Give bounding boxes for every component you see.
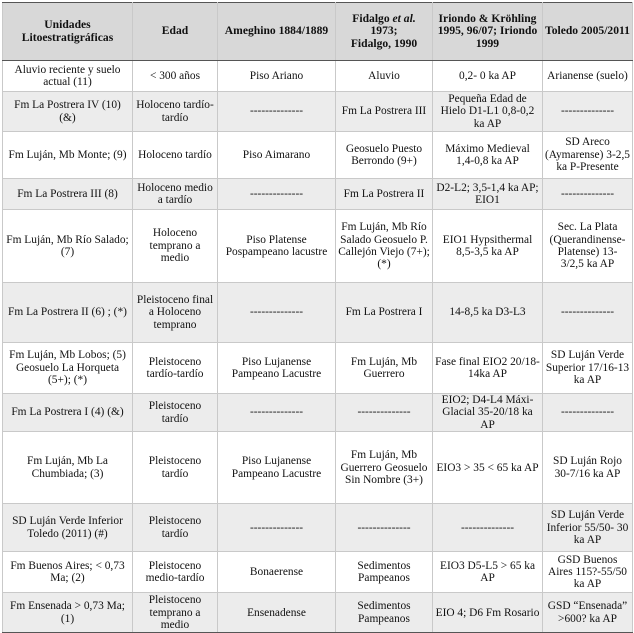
table-row: [3, 132, 633, 179]
age-cell: Holoceno medio a tardío: [133, 179, 218, 210]
ameghino-cell: --------------: [218, 92, 336, 132]
table-row: [3, 504, 633, 552]
iriondo-cell: EIO2; D4-L4 Máxi- Glacial 35-20/18 ka AP: [433, 394, 543, 432]
iriondo-cell: 14-8,5 ka D3-L3: [433, 283, 543, 343]
unit-cell: SD Luján Verde Inferior Toledo (2011) (#): [3, 504, 133, 552]
iriondo-cell: 0,2- 0 ka AP: [433, 61, 543, 92]
table-row: [3, 283, 633, 343]
toledo-cell: SD Luján Rojo 30-7/16 ka AP: [543, 432, 633, 504]
header-edad: Edad: [133, 3, 218, 61]
fidalgo-cell: --------------: [336, 504, 433, 552]
header-row: [3, 3, 633, 61]
ameghino-cell: Piso Lujanense Pampeano Lacustre: [218, 343, 336, 394]
unit-cell: Fm Ensenada > 0,73 Ma; (1): [3, 593, 133, 633]
fidalgo-cell: Fm Luján, Mb Guerrero Geosuelo Sin Nombre (3+): [336, 432, 433, 504]
age-cell: Pleistoceno temprano a medio: [133, 593, 218, 633]
iriondo-cell: Fase final EIO2 20/18-14ka AP: [433, 343, 543, 394]
table-row: [3, 92, 633, 132]
header-toledo: Toledo 2005/2011: [543, 3, 633, 61]
age-cell: Pleistoceno final a Holoceno temprano: [133, 283, 218, 343]
iriondo-cell: EIO3 D5-L5 > 65 ka AP: [433, 552, 543, 593]
toledo-cell: GSD “Ensenada” >600? ka AP: [543, 593, 633, 633]
age-cell: Pleistoceno tardío-tardío: [133, 343, 218, 394]
iriondo-cell: D2-L2; 3,5-1,4 ka AP; EIO1: [433, 179, 543, 210]
fidalgo-cell: --------------: [336, 394, 433, 432]
toledo-cell: --------------: [543, 394, 633, 432]
toledo-cell: Sec. La Plata (Querandinense-Platense) 13- 3/2,5 ka AP: [543, 210, 633, 283]
fidalgo-cell: Fm La Postrera I: [336, 283, 433, 343]
unit-cell: Fm Luján, Mb Lobos; (5) Geosuelo La Horqueta (5+); (*): [3, 343, 133, 394]
table-row: [3, 61, 633, 92]
ameghino-cell: Bonaerense: [218, 552, 336, 593]
stratigraphy-table: [2, 2, 633, 633]
toledo-cell: --------------: [543, 92, 633, 132]
fidalgo-cell: Fm La Postrera III: [336, 92, 433, 132]
age-cell: Pleistoceno tardío: [133, 394, 218, 432]
table-row: [3, 179, 633, 210]
table-row: [3, 432, 633, 504]
iriondo-cell: EIO 4; D6 Fm Rosario: [433, 593, 543, 633]
age-cell: < 300 años: [133, 61, 218, 92]
toledo-cell: GSD Buenos Aires 115?-55/50 ka AP: [543, 552, 633, 593]
table-row: [3, 394, 633, 432]
fidalgo-cell: Sedimentos Pampeanos: [336, 552, 433, 593]
unit-cell: Aluvio reciente y suelo actual (11): [3, 61, 133, 92]
fidalgo-cell: Fm Luján, Mb Guerrero: [336, 343, 433, 394]
fidalgo-cell: Fm Luján, Mb Río Salado Geosuelo P. Callejón Viejo (7+); (*): [336, 210, 433, 283]
fidalgo-cell: Geosuelo Puesto Berrondo (9+): [336, 132, 433, 179]
unit-cell: Fm La Postrera II (6) ; (*): [3, 283, 133, 343]
toledo-cell: SD Areco (Aymarense) 3-2,5 ka P-Presente: [543, 132, 633, 179]
fidalgo-cell: Fm La Postrera II: [336, 179, 433, 210]
age-cell: Holoceno temprano a medio: [133, 210, 218, 283]
unit-cell: Fm Luján, Mb La Chumbiada; (3): [3, 432, 133, 504]
unit-cell: Fm La Postrera III (8): [3, 179, 133, 210]
ameghino-cell: Piso Ariano: [218, 61, 336, 92]
ameghino-cell: --------------: [218, 179, 336, 210]
age-cell: Pleistoceno tardío: [133, 504, 218, 552]
iriondo-cell: Máximo Medieval 1,4-0,8 ka AP: [433, 132, 543, 179]
toledo-cell: --------------: [543, 283, 633, 343]
fidalgo-cell: Sedimentos Pampeanos: [336, 593, 433, 633]
age-cell: Holoceno tardío-tardío: [133, 92, 218, 132]
unit-cell: Fm Luján, Mb Río Salado; (7): [3, 210, 133, 283]
table-row: [3, 343, 633, 394]
age-cell: Pleistoceno tardío: [133, 432, 218, 504]
iriondo-cell: --------------: [433, 504, 543, 552]
toledo-cell: SD Luján Verde Inferior 55/50- 30 ka AP: [543, 504, 633, 552]
toledo-cell: Arianense (suelo): [543, 61, 633, 92]
age-cell: Pleistoceno medio-tardío: [133, 552, 218, 593]
header-fidalgo: Fidalgo et al. 1973; Fidalgo, 1990: [336, 3, 433, 61]
iriondo-cell: EIO1 Hypsithermal 8,5-3,5 ka AP: [433, 210, 543, 283]
ameghino-cell: --------------: [218, 394, 336, 432]
ameghino-cell: --------------: [218, 283, 336, 343]
ameghino-cell: Piso Aimarano: [218, 132, 336, 179]
age-cell: Holoceno tardío: [133, 132, 218, 179]
header-ameghino: Ameghino 1884/1889: [218, 3, 336, 61]
ameghino-cell: Piso Lujanense Pampeano Lacustre: [218, 432, 336, 504]
toledo-cell: --------------: [543, 179, 633, 210]
unit-cell: Fm Buenos Aires; < 0,73 Ma; (2): [3, 552, 133, 593]
unit-cell: Fm La Postrera I (4) (&): [3, 394, 133, 432]
header-unidades: Unidades Litoestratigráficas: [3, 3, 133, 61]
table-row: [3, 210, 633, 283]
table-row: [3, 552, 633, 593]
toledo-cell: SD Luján Verde Superior 17/16-13 ka AP: [543, 343, 633, 394]
ameghino-cell: --------------: [218, 504, 336, 552]
unit-cell: Fm La Postrera IV (10) (&): [3, 92, 133, 132]
iriondo-cell: Pequeña Edad de Hielo D1-L1 0,8-0,2 ka AP: [433, 92, 543, 132]
iriondo-cell: EIO3 > 35 < 65 ka AP: [433, 432, 543, 504]
unit-cell: Fm Luján, Mb Monte; (9): [3, 132, 133, 179]
ameghino-cell: Ensenadense: [218, 593, 336, 633]
header-iriondo: Iriondo & Kröhling 1995, 96/07; Iriondo 1999: [433, 3, 543, 61]
ameghino-cell: Piso Platense Pospampeano lacustre: [218, 210, 336, 283]
fidalgo-cell: Aluvio: [336, 61, 433, 92]
